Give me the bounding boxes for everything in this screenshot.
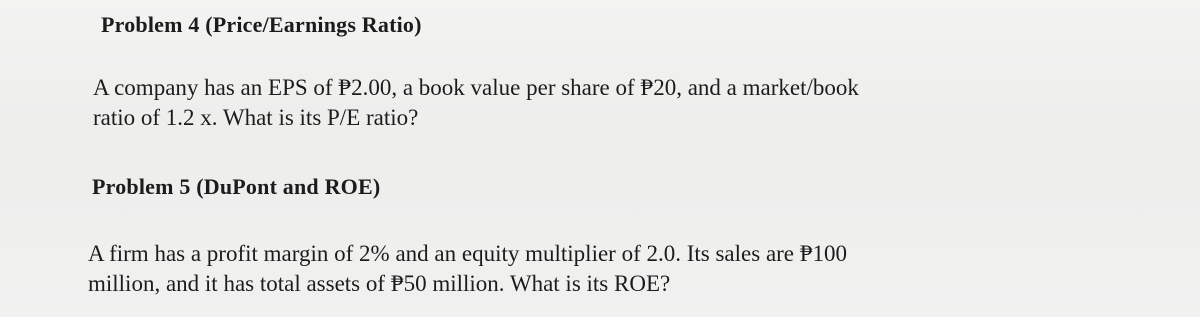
problem-5-line-2: million, and it has total assets of ₱50 million. What is its ROE? [88,271,671,296]
problem-5-title: Problem 5 (DuPont and ROE) [92,174,381,199]
problem-4-line-2: ratio of 1.2 x. What is its P/E ratio? [93,105,419,130]
problem-5-text [88,239,847,299]
problem-4-text [93,73,859,133]
problem-4-title: Problem 4 (Price/Earnings Ratio) [101,12,422,37]
problem-5-line-1: A firm has a profit margin of 2% and an equity multiplier of 2.0. Its sales are ₱100 [88,241,848,266]
problem-4-line-1: A company has an EPS of ₱2.00, a book value per share of ₱20, and a market/book [93,75,859,100]
